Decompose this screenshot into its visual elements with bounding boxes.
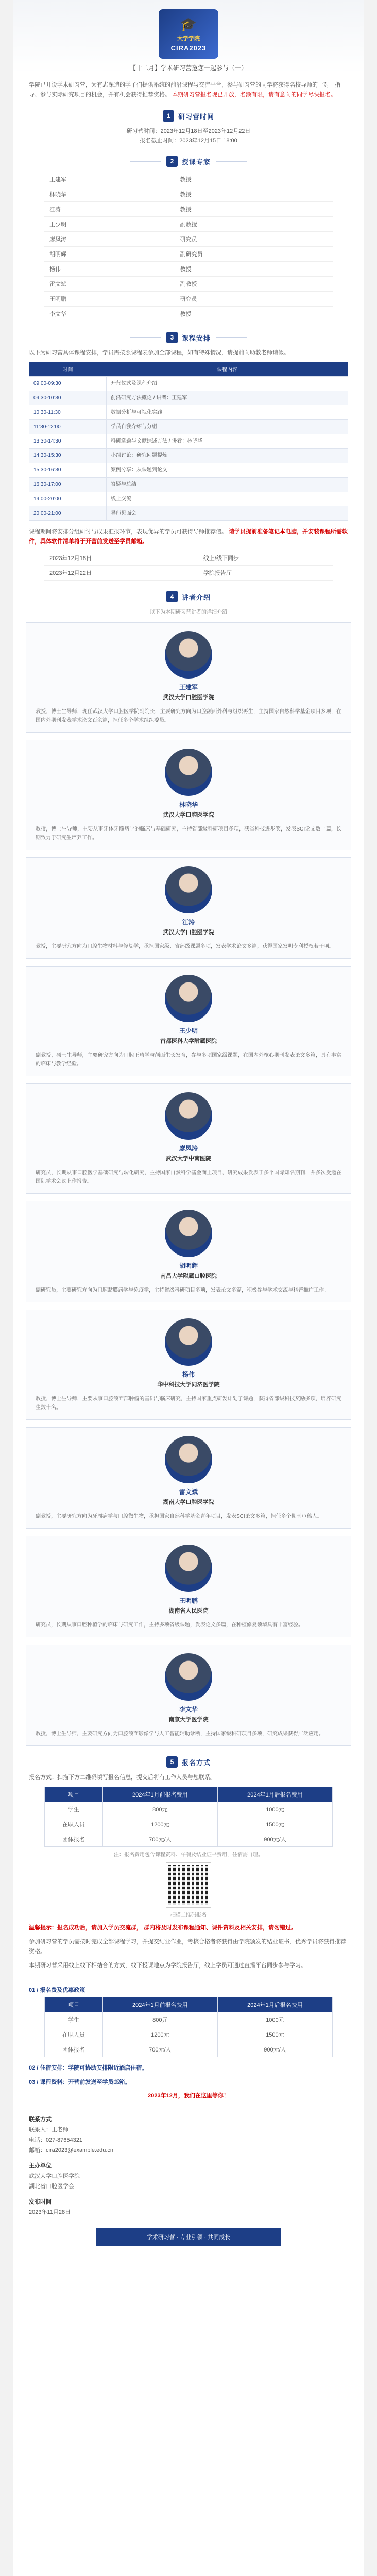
speaker-bio: 教授，博士生导师，主要研究方向为口腔颌面影像学与人工智能辅助诊断，主持国家级科研项目多项，研究成果获得广泛应用。	[36, 1731, 324, 1737]
speaker-bio: 教授，主要研究方向为口腔生物材料与修复学，承担国家级、省部级课题多项，发表学术论文多篇，获得国家发明专利授权若干项。	[36, 944, 334, 950]
speaker-list	[13, 622, 364, 1746]
table-row	[45, 2012, 333, 2027]
table-header: 2024年1月后报名费用	[217, 1997, 332, 2012]
section-number: 4	[166, 591, 178, 602]
speaker-card	[26, 1201, 351, 1302]
table-row	[44, 292, 333, 307]
notice-red-1: 温馨提示：报名成功后，请加入学员交流群，	[29, 1925, 142, 1931]
divider	[216, 337, 247, 338]
expert-name: 李文华	[44, 307, 175, 321]
footer-banner: 学术研习营 · 专业引领 · 共同成长	[96, 2228, 281, 2246]
avatar	[165, 1545, 212, 1592]
section-label: 课程安排	[181, 334, 211, 342]
section-label: 研习营时间	[178, 112, 214, 121]
table-cell: 团体报名	[45, 2042, 103, 2057]
table-cell: 学生	[45, 1802, 103, 1817]
expert-name: 杨伟	[44, 262, 175, 277]
schedule-content: 开营仪式及课程介绍	[107, 377, 348, 391]
date-cell: 2023年12月18日	[44, 551, 198, 566]
table-cell: 700元/人	[102, 1832, 217, 1847]
avatar	[165, 1210, 212, 1257]
schedule-time: 14:30-15:30	[29, 449, 107, 463]
contact-label: 联系方式	[29, 2116, 52, 2123]
speaker-header	[36, 1210, 341, 1280]
intro-highlight: 本期研习营报名现已开放，名额有限，请有意向的同学尽快报名。	[172, 92, 337, 98]
table-row	[45, 2027, 333, 2042]
speaker-bio: 教授，博士生导师，主要从事口腔颌面部肿瘤的基础与临床研究，主持国家重点研发计划子课题，获得省部级科技奖励多项，培养研究生数十名。	[36, 1396, 341, 1411]
table-header: 项目	[45, 1787, 103, 1802]
table-row	[44, 277, 333, 292]
signup-note: 报名方式：扫描下方二维码填写报名信息，提交后将有工作人员与您联系。	[29, 1774, 216, 1781]
expert-role: 教授	[175, 262, 333, 277]
table-cell: 800元	[102, 1802, 217, 1817]
place-cell: 学院报告厅	[198, 566, 333, 581]
speaker-name: 廖凤涛	[179, 1145, 198, 1152]
speaker-org: 湖南省人民医院	[168, 1608, 209, 1614]
date-label: 发布时间	[29, 2199, 52, 2205]
table-cell: 1000元	[217, 2012, 332, 2027]
expert-role: 副教授	[175, 217, 333, 232]
schedule-time: 10:30-11:30	[29, 405, 107, 420]
notice-red-2: 群内将及时发布课程通知、课件资料及相关安排，请勿错过。	[144, 1925, 297, 1931]
schedule-time: 20:00-21:00	[29, 506, 107, 521]
section-number: 1	[163, 110, 174, 122]
table-row	[45, 1802, 333, 1817]
divider	[130, 337, 161, 338]
closing-slogan: 2023年12月，我们在这里等你！	[148, 2093, 229, 2099]
speaker-bio: 副教授，硕士生导师，主要研究方向为口腔正畸学与颅面生长发育，参与多项国家级课题，在国内外核心期刊发表论文多篇，具有丰富的临床与教学经验。	[36, 1053, 341, 1067]
expert-role: 研究员	[175, 292, 333, 307]
table-row	[44, 247, 333, 262]
speaker-card	[26, 1645, 351, 1746]
speaker-org: 华中科技大学同济医学院	[157, 1382, 220, 1388]
expert-role: 教授	[175, 187, 333, 202]
avatar	[165, 749, 212, 796]
speaker-org: 武汉大学口腔医学院	[163, 812, 214, 818]
expert-role: 副研究员	[175, 247, 333, 262]
section-label: 讲者介绍	[181, 593, 211, 601]
table-row	[44, 262, 333, 277]
speaker-header	[36, 975, 341, 1045]
schedule-content: 线上交流	[107, 492, 348, 506]
speaker-org: 南京大学医学院	[168, 1717, 209, 1723]
table-cell: 在职人员	[45, 1817, 103, 1832]
table-row	[29, 391, 348, 405]
avatar	[165, 866, 212, 913]
expert-name: 雷文斌	[44, 277, 175, 292]
avatar	[165, 1318, 212, 1366]
table-cell: 900元/人	[217, 2042, 332, 2057]
avatar	[165, 1653, 212, 1701]
graduation-cap-icon: 🎓	[180, 16, 197, 32]
notice-paragraph-2: 本期研习营采用线上线下相结合的方式，线下授课地点为学院报告厅，线上学员可通过直播平台同步参与学习。	[29, 1962, 306, 1969]
schedule-content: 前沿研究方法概论 / 讲者：王建军	[107, 391, 348, 405]
expert-name: 王明鹏	[44, 292, 175, 307]
schedule-time: 19:00-20:00	[29, 492, 107, 506]
schedule-time: 09:00-09:30	[29, 377, 107, 391]
time-line-1: 研习营时间：2023年12月18日至2023年12月22日	[126, 128, 251, 134]
speakers-intro: 以下为本期研习营讲者的详细介绍	[150, 609, 227, 615]
schedule-table	[29, 362, 348, 521]
speaker-name: 胡明辉	[179, 1262, 198, 1269]
section-heading-schedule	[13, 332, 364, 343]
speaker-card	[26, 966, 351, 1076]
section-heading-signup	[13, 1756, 364, 1768]
schedule-head-time: 时间	[29, 362, 107, 377]
schedule-intro: 以下为研习营具体课程安排，学员需按照课程表参加全部课程，如有特殊情况，请提前向助教老师请假。	[29, 350, 289, 356]
signup-note-2: 注：报名费用包含课程资料、午餐及结业证书费用，住宿需自理。	[114, 1852, 263, 1858]
table-row	[29, 434, 348, 449]
speaker-name: 王明鹏	[179, 1597, 198, 1604]
table-row	[44, 217, 333, 232]
speaker-org: 湖南大学口腔医学院	[163, 1499, 214, 1505]
speaker-bio: 副教授，主要研究方向为牙周病学与口腔微生物，承担国家自然科学基金青年项目，发表SCI论文多篇，担任多个期刊审稿人。	[36, 1514, 322, 1519]
publish-date: 2023年11月28日	[29, 2209, 71, 2215]
speaker-name: 王少明	[179, 1027, 198, 1035]
expert-name: 王建军	[44, 172, 175, 187]
table-row	[29, 449, 348, 463]
speaker-bio: 教授，博士生导师，主要从事牙体牙髓病学的临床与基础研究，主持省部级科研项目多项，获省科技进步奖，发表SCI论文数十篇，长期致力于研究生培养工作。	[36, 826, 341, 841]
expert-name: 廖凤涛	[44, 232, 175, 247]
speaker-card	[26, 740, 351, 850]
table-row	[45, 1832, 333, 1847]
schedule-time: 11:30-12:00	[29, 420, 107, 434]
speaker-name: 杨伟	[182, 1371, 195, 1378]
org-label: 主办单位	[29, 2163, 52, 2169]
place-cell: 线上/线下同步	[198, 551, 333, 566]
schedule-note-text: 课程期间将安排分组研讨与成果汇报环节，表现优异的学员可获得导师推荐信。	[29, 529, 227, 535]
contact-line: 邮箱：cira2023@example.edu.cn	[29, 2147, 114, 2154]
table-row	[45, 2042, 333, 2057]
table-row	[44, 232, 333, 247]
event-logo	[159, 9, 218, 59]
table-header: 2024年1月后报名费用	[217, 1787, 332, 1802]
speaker-name: 李文华	[179, 1706, 198, 1713]
speaker-header	[36, 1092, 341, 1162]
speaker-bio: 教授，博士生导师，现任武汉大学口腔医学院副院长，主要研究方向为口腔颌面外科与组织再生，主持国家自然科学基金项目多项，在国内外期刊发表学术论文百余篇，担任多个学术组织委员。	[36, 709, 341, 723]
speaker-header	[36, 631, 341, 701]
speaker-header	[36, 749, 341, 819]
schedule-content: 学员自我介绍与分组	[107, 420, 348, 434]
table-cell: 700元/人	[102, 2042, 217, 2057]
notice-paragraph: 参加研习营的学员需按时完成全部课程学习，并提交结业作业，考核合格者将获得由学院颁发的结业证书，优秀学员将获得推荐资格。	[29, 1939, 346, 1955]
fee-section-title: 01 / 报名费及优惠政策	[29, 1987, 85, 1993]
time-line-2: 报名截止时间：2023年12月15日 18:00	[140, 138, 237, 144]
expert-name: 江涛	[44, 202, 175, 217]
schedule-time: 13:30-14:30	[29, 434, 107, 449]
table-cell: 1200元	[102, 1817, 217, 1832]
qr-code[interactable]	[166, 1863, 211, 1907]
divider	[216, 161, 247, 162]
section-number: 2	[166, 156, 178, 167]
table-row	[44, 187, 333, 202]
speaker-header	[36, 1545, 341, 1615]
section-number: 5	[166, 1756, 178, 1768]
speaker-card	[26, 1536, 351, 1637]
speaker-org: 武汉大学中南医院	[166, 1156, 211, 1162]
table-row	[29, 478, 348, 492]
schedule-time: 15:30-16:30	[29, 463, 107, 478]
avatar	[165, 1092, 212, 1140]
signup-fee-table	[44, 1787, 333, 1847]
expert-role: 研究员	[175, 232, 333, 247]
table-header: 项目	[45, 1997, 103, 2012]
avatar	[165, 975, 212, 1022]
table-cell: 800元	[102, 2012, 217, 2027]
divider	[130, 161, 161, 162]
table-row	[29, 405, 348, 420]
intro-text: 学院已开设学术研习营，为有志深造的学子们提供系统的前沿课程与交流平台，参与研习营的同学将获得名校导师的一对一指导、参与实际研究项目的机会，并有机会获得推荐资格。	[29, 82, 340, 98]
speaker-header	[36, 1318, 341, 1388]
table-cell: 1500元	[217, 2027, 332, 2042]
schedule-note-red: 请学员提前准备笔记本电脑，并安装课程所需软件，具体软件清单将于开营前发送至学员邮箱。	[29, 529, 348, 545]
dates-table	[44, 551, 333, 581]
speaker-org: 武汉大学口腔医学院	[163, 929, 214, 936]
schedule-note	[13, 527, 364, 547]
table-row	[29, 506, 348, 521]
schedule-content: 数据分析与可视化实践	[107, 405, 348, 420]
table-cell: 学生	[45, 2012, 103, 2027]
expert-name: 王少明	[44, 217, 175, 232]
speaker-header	[36, 1436, 341, 1506]
expert-role: 教授	[175, 307, 333, 321]
speaker-card	[26, 1083, 351, 1194]
table-header: 2024年1月前报名费用	[102, 1997, 217, 2012]
schedule-head-content: 课程内容	[107, 362, 348, 377]
section-label: 报名方式	[181, 1758, 211, 1767]
fee-table	[44, 1997, 333, 2057]
table-row	[44, 202, 333, 217]
schedule-time: 16:30-17:00	[29, 478, 107, 492]
table-row	[44, 172, 333, 187]
speaker-bio: 研究员，长期从事口腔医学基础研究与转化研究，主持国家自然科学基金面上项目，研究成果发表于多个国际知名期刊，并多次受邀在国际学术会议上作报告。	[36, 1170, 341, 1184]
table-row	[29, 492, 348, 506]
accommodation-title: 02 / 住宿安排：学院可协助安排附近酒店住宿。	[29, 2065, 148, 2071]
table-row	[44, 307, 333, 321]
table-cell: 1200元	[102, 2027, 217, 2042]
avatar	[165, 1436, 212, 1483]
speaker-card	[26, 622, 351, 733]
org-line: 武汉大学口腔医学院	[29, 2173, 80, 2179]
table-cell: 1000元	[217, 1802, 332, 1817]
expert-role: 教授	[175, 202, 333, 217]
table-cell: 在职人员	[45, 2027, 103, 2042]
schedule-content: 案例分享：从课题到论文	[107, 463, 348, 478]
contact-block	[13, 2114, 364, 2217]
notice-block	[13, 1923, 364, 1933]
date-cell: 2023年12月22日	[44, 566, 198, 581]
table-cell: 1500元	[217, 1817, 332, 1832]
experts-table	[44, 172, 333, 321]
speaker-org: 首都医科大学附属医院	[160, 1038, 217, 1044]
table-row	[29, 377, 348, 391]
section-heading-experts	[13, 156, 364, 167]
section-heading-time	[13, 110, 364, 122]
logo-main-text: CIRA2023	[170, 44, 207, 52]
speaker-card	[26, 857, 351, 959]
banner-subtitle: 【十二月】学术研习营邀您一起参与（一）	[129, 64, 247, 72]
qr-block	[13, 1863, 364, 1918]
speaker-name: 雷文斌	[179, 1488, 198, 1496]
schedule-content: 小组讨论：研究问题提炼	[107, 449, 348, 463]
table-cell: 900元/人	[217, 1832, 332, 1847]
section-number: 3	[166, 332, 178, 343]
speaker-card	[26, 1310, 351, 1420]
avatar	[165, 631, 212, 679]
speaker-name: 王建军	[179, 684, 198, 691]
schedule-content: 科研选题与文献综述方法 / 讲者：林晓华	[107, 434, 348, 449]
table-row	[44, 551, 333, 566]
speaker-org: 南昌大学附属口腔医院	[160, 1273, 217, 1279]
speaker-bio: 研究员，长期从事口腔种植学的临床与研究工作，主持多项省级课题，发表论文多篇，在种植修复领域具有丰富经验。	[36, 1622, 303, 1628]
materials-title: 03 / 课程资料：开营前发送至学员邮箱。	[29, 2079, 131, 2086]
qr-caption: 扫描二维码报名	[170, 1912, 207, 1918]
schedule-content: 答疑与总结	[107, 478, 348, 492]
speaker-org: 武汉大学口腔医学院	[163, 694, 214, 701]
table-row	[45, 1817, 333, 1832]
schedule-time: 09:30-10:30	[29, 391, 107, 405]
contact-line: 电话：027-87654321	[29, 2137, 82, 2143]
speaker-name: 江涛	[182, 919, 195, 926]
table-row	[44, 566, 333, 581]
table-row	[29, 463, 348, 478]
contact-line: 联系人：王老师	[29, 2127, 68, 2133]
expert-name: 林晓华	[44, 187, 175, 202]
header-banner	[13, 0, 364, 73]
intro-paragraph	[13, 73, 364, 100]
speaker-name: 林晓华	[179, 801, 198, 808]
section-label: 授课专家	[181, 158, 211, 166]
expert-role: 教授	[175, 172, 333, 187]
expert-role: 副教授	[175, 277, 333, 292]
time-info	[13, 127, 364, 145]
schedule-content: 导师见面会	[107, 506, 348, 521]
article	[13, 0, 364, 2576]
speaker-card	[26, 1427, 351, 1529]
speaker-header	[36, 1653, 341, 1723]
logo-top-text: 大学学院	[177, 36, 200, 42]
table-header: 2024年1月前报名费用	[102, 1787, 217, 1802]
table-row	[29, 420, 348, 434]
table-cell: 团体报名	[45, 1832, 103, 1847]
org-line: 湖北省口腔医学会	[29, 2183, 74, 2190]
expert-name: 胡明辉	[44, 247, 175, 262]
section-heading-speakers	[13, 591, 364, 602]
speaker-header	[36, 866, 341, 936]
speaker-bio: 副研究员，主要研究方向为口腔黏膜病学与免疫学，主持省级科研项目多项，发表论文多篇，积极参与学术交流与科普推广工作。	[36, 1287, 329, 1293]
